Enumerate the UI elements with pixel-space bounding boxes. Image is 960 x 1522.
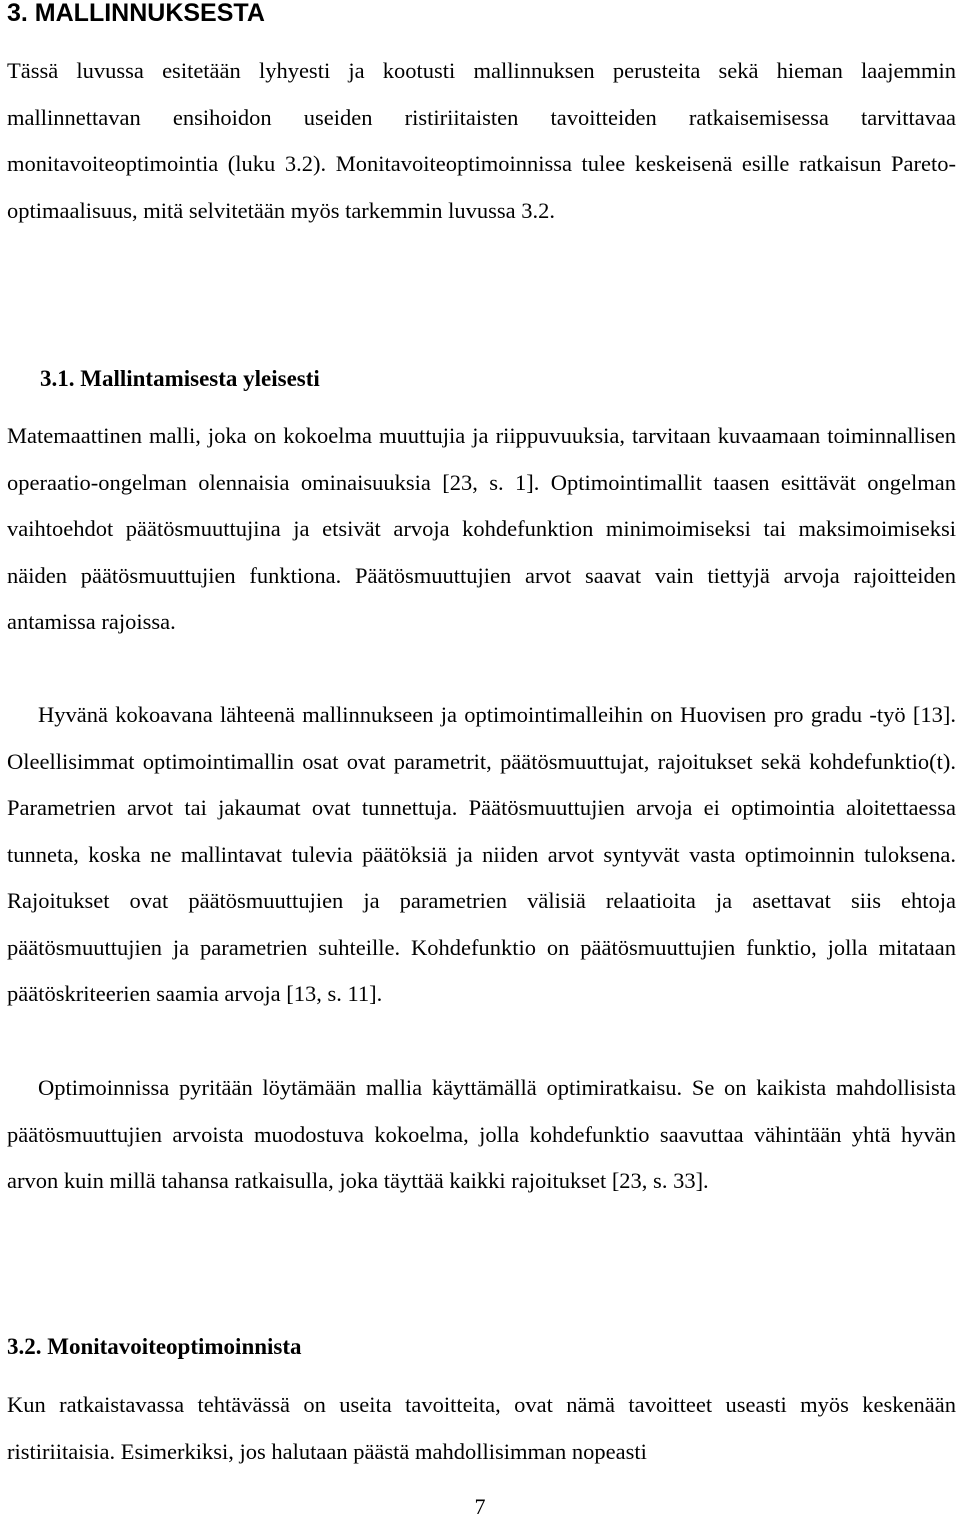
section-3-1-paragraph-2: Hyvänä kokoavana lähteenä mallinnukseen ja optimointimalleihin on Huovisen pro gradu -työ [13]. Oleellisimmat optimointimallin osat ovat parametrit, päätösmuuttujat, rajoitukset sekä kohdefunktio(t). Parametrien arvot tai jakaumat ovat tunnettuja. Päätösmuuttujien arvoja ei optimointia aloitettaessa tunneta, koska ne mallintavat tulevia päätöksiä ja niiden arvot syntyvät vasta optimoinnin tuloksena. Rajoitukset ovat päätösmuuttujien ja parametrien välisiä relaatioita ja asettavat siis ehtoja päätösmuuttujien ja parametrien suhteille. Kohdefunktio on päätösmuuttujien funktio, jolla mitataan päätöskriteerien saamia arvoja [13, s. 11]. [7,702,956,1006]
section-3-2-heading: 3.2. Monitavoiteoptimoinnista [7,1334,302,1359]
section-3-2-paragraph: Kun ratkaistavassa tehtävässä on useita tavoitteita, ovat nämä tavoitteet useasti myös keskenään ristiriitaisia. Esimerkiksi, jos halutaan päästä mahdollisimman nopeasti [7,1392,956,1464]
section-3-1-paragraph-3: Optimoinnissa pyritään löytämään mallia käyttämällä optimiratkaisu. Se on kaikista mahdollisista päätösmuuttujien arvoista muodostuva kokoelma, jolla kohdefunktio saavuttaa vähintään yhtä hyvän arvon kuin millä tahansa ratkaisulla, joka täyttää kaikki rajoitukset [23, s. 33]. [7,1075,956,1193]
chapter-title: 3. MALLINNUKSESTA [7,0,265,27]
section-3-1-paragraph-1: Matemaattinen malli, joka on kokoelma muuttujia ja riippuvuuksia, tarvitaan kuvaamaan toiminnallisen operaatio-ongelman olennaisia ominaisuuksia [23, s. 1]. Optimointimallit taasen esittävät ongelman vaihtoehdot päätösmuuttujina ja etsivät arvoja kohdefunktion minimoimiseksi tai maksimoimiseksi näiden päätösmuuttujien funktiona. Päätösmuuttujien arvot saavat vain tiettyjä arvoja rajoitteiden antamissa rajoissa. [7,423,956,634]
section-3-1-heading: 3.1. Mallintamisesta yleisesti [40,366,320,391]
page-number: 7 [474,1494,486,1519]
chapter-intro-paragraph: Tässä luvussa esitetään lyhyesti ja kootusti mallinnuksen perusteita sekä hieman laajemmin mallinnettavan ensihoidon useiden ristiriitaisten tavoitteiden ratkaisemisessa tarvittavaa monitavoiteoptimointia (luku 3.2). Monitavoiteoptimoinnissa tulee keskeisenä esille ratkaisun Pareto-optimaalisuus, mitä selvitetään myös tarkemmin luvussa 3.2. [7,58,956,223]
